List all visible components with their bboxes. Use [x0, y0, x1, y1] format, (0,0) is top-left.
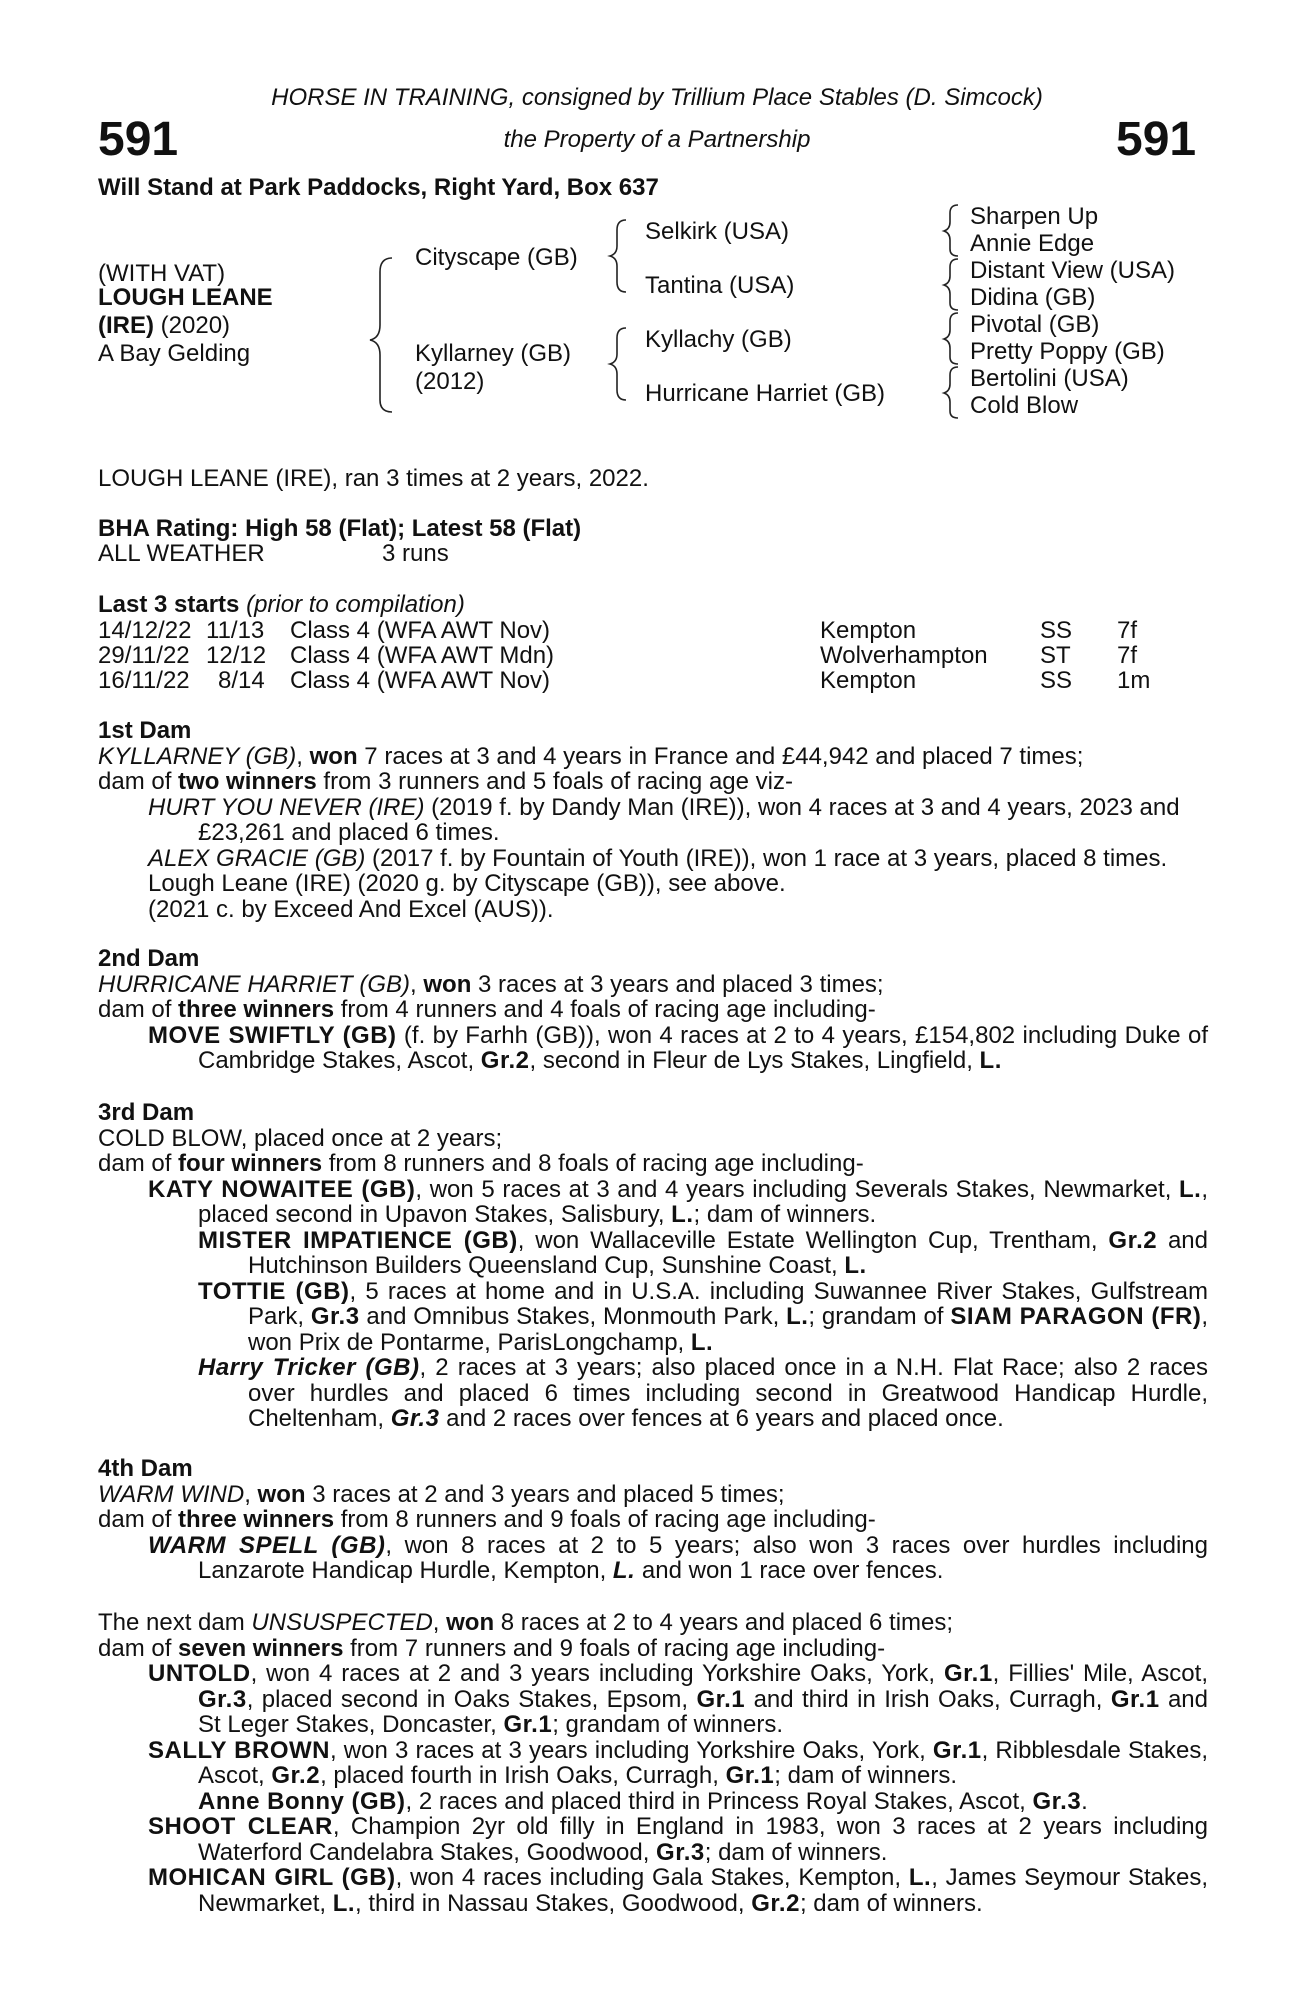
- fourth-dam-line2: dam of three winners from 8 runners and 9 foals of racing age including-: [98, 1506, 876, 1533]
- horse-name: LOUGH LEANE: [98, 284, 273, 311]
- last-starts-title: Last 3 starts (prior to compilation): [98, 591, 465, 618]
- second-dam-line2: dam of three winners from 4 runners and 4 foals of racing age including-: [98, 996, 876, 1023]
- fourth-dam-heading: 4th Dam: [98, 1455, 193, 1482]
- offspring-4: (2021 c. by Exceed And Excel (AUS)).: [148, 895, 554, 923]
- untold: UNTOLD, won 4 races at 2 and 3 years including Yorkshire Oaks, York, Gr.1, Fillies' Mile, Ascot, Gr.3, placed second in Oaks Stakes, Epsom, Gr.1 and third in Irish Oaks, Curragh, Gr.1 and St Leger Stakes, Doncaster, Gr.1; grandam of winners.: [148, 1660, 1208, 1738]
- rating-surface: ALL WEATHER: [98, 540, 265, 567]
- sire: Cityscape (GB): [415, 244, 578, 271]
- move-swiftly: MOVE SWIFTLY (GB) (f. by Farhh (GB)), won 4 races at 2 to 4 years, £154,802 including Duke of Cambridge Stakes, Ascot, Gr.2, second in Fleur de Lys Stakes, Lingfield, L.: [148, 1021, 1208, 1074]
- next-dam-section: [98, 1610, 1208, 1916]
- sire-sire: Selkirk (USA): [645, 218, 790, 245]
- first-dam-heading: 1st Dam: [98, 717, 192, 744]
- second-dam-line1: HURRICANE HARRIET (GB), won 3 races at 3 years and placed 3 times;: [98, 970, 884, 998]
- sally-brown: SALLY BROWN, won 3 races at 3 years including Yorkshire Oaks, York, Gr.1, Ribblesdale Stakes, Ascot, Gr.2, placed fourth in Irish Oaks, Curragh, Gr.1; dam of winners.: [148, 1736, 1209, 1789]
- stand-location: Will Stand at Park Paddocks, Right Yard, Box 637: [98, 174, 659, 201]
- harry-tricker: Harry Tricker (GB), 2 races at 3 years; also placed once in a N.H. Flat Race; also 2 races over hurdles and placed 6 times including second in Greatwood Handicap Hurdle, Cheltenham, Gr.3 and 2 races over fences at 6 years and placed once.: [198, 1354, 1208, 1432]
- mohican-girl: MOHICAN GIRL (GB), won 4 races including Gala Stakes, Kempton, L., James Seymour Stakes, Newmarket, L., third in Nassau Stakes, Goodwood, Gr.2; dam of winners.: [148, 1864, 1209, 1917]
- third-dam-section: [98, 1100, 1208, 1432]
- lot-number-left: 591: [98, 113, 179, 166]
- horse-country-year: (IRE) (2020): [98, 312, 231, 339]
- dsd: Pretty Poppy (GB): [970, 338, 1165, 365]
- tottie: TOTTIE (GB), 5 races at home and in U.S.A. including Suwannee River Stakes, Gulfstream Park, Gr.3 and Omnibus Stakes, Monmouth Park, L.; grandam of SIAM PARAGON (FR), won Prix de Pontarme, ParisLongchamp, L.: [198, 1277, 1209, 1356]
- warm-spell: WARM SPELL (GB), won 8 races at 2 to 5 years; also won 3 races over hurdles including Lanzarote Handicap Hurdle, Kempton, L. and won 1 race over fences.: [148, 1531, 1208, 1584]
- race-summary: LOUGH LEANE (IRE), ran 3 times at 2 years, 2022.: [98, 465, 649, 492]
- lot-number-right: 591: [1116, 113, 1197, 166]
- first-dam-section: [98, 718, 1208, 922]
- sss: Sharpen Up: [970, 203, 1099, 230]
- fourth-dam-section: [98, 1456, 1208, 1584]
- vat-note: (WITH VAT): [98, 260, 226, 287]
- katy-nowaitee: KATY NOWAITEE (GB), won 5 races at 3 and 4 years including Severals Stakes, Newmarket, L., placed second in Upavon Stakes, Salisbury, L.; dam of winners.: [148, 1175, 1209, 1228]
- ddd: Cold Blow: [970, 392, 1079, 419]
- next-dam-line1: The next dam UNSUSPECTED, won 8 races at 2 to 4 years and placed 6 times;: [98, 1609, 954, 1636]
- offspring-2: ALEX GRACIE (GB) (2017 f. by Fountain of Youth (IRE)), won 1 race at 3 years, placed 8 times.: [148, 844, 1168, 872]
- next-dam-line2: dam of seven winners from 7 runners and 9 foals of racing age including-: [98, 1634, 886, 1662]
- dam-sire: Kyllachy (GB): [645, 326, 792, 353]
- sdd: Didina (GB): [970, 284, 1096, 311]
- second-dam-section: [98, 946, 1208, 1074]
- dss: Pivotal (GB): [970, 311, 1100, 338]
- offspring-1: HURT YOU NEVER (IRE) (2019 f. by Dandy Man (IRE)), won 4 races at 3 and 4 years, 2023 and £23,261 and placed 6 times.: [148, 793, 1180, 846]
- third-dam-heading: 3rd Dam: [98, 1099, 195, 1126]
- offspring-3: Lough Leane (IRE) (2020 g. by Cityscape (GB)), see above.: [148, 870, 786, 897]
- sire-dam: Tantina (USA): [645, 272, 795, 299]
- property-line: the Property of a Partnership: [503, 126, 811, 153]
- third-dam-line1: COLD BLOW, placed once at 2 years;: [98, 1124, 503, 1152]
- consignment-line: HORSE IN TRAINING, consigned by Trillium Place Stables (D. Simcock): [271, 84, 1043, 111]
- dam: Kyllarney (GB): [415, 340, 572, 367]
- mister-impatience: MISTER IMPATIENCE (GB), won Wallaceville Estate Wellington Cup, Trentham, Gr.2 and Hutchinson Builders Queensland Cup, Sunshine Coast, L.: [198, 1226, 1208, 1279]
- dds: Bertolini (USA): [970, 365, 1129, 392]
- dam-dam: Hurricane Harriet (GB): [645, 380, 886, 407]
- first-dam-line1: KYLLARNEY (GB), won 7 races at 3 and 4 years in France and £44,942 and placed 7 times;: [98, 742, 1084, 770]
- anne-bonny: Anne Bonny (GB), 2 races and placed third in Princess Royal Stakes, Ascot, Gr.3.: [198, 1787, 1088, 1815]
- horse-description: A Bay Gelding: [98, 340, 251, 367]
- fourth-dam-line1: WARM WIND, won 3 races at 2 and 3 years and placed 5 times;: [98, 1480, 785, 1508]
- rating-runs: 3 runs: [382, 540, 449, 567]
- bha-rating: BHA Rating: High 58 (Flat); Latest 58 (Flat): [98, 515, 582, 542]
- first-dam-line2: dam of two winners from 3 runners and 5 foals of racing age viz-: [98, 768, 793, 795]
- ssd: Annie Edge: [970, 230, 1095, 257]
- third-dam-line2: dam of four winners from 8 runners and 8 foals of racing age including-: [98, 1150, 864, 1177]
- shoot-clear: SHOOT CLEAR, Champion 2yr old filly in England in 1983, won 3 races at 2 years including Waterford Candelabra Stakes, Goodwood, Gr.3; dam of winners.: [148, 1813, 1208, 1866]
- sds: Distant View (USA): [970, 257, 1175, 284]
- second-dam-heading: 2nd Dam: [98, 945, 200, 972]
- dam-year: (2012): [415, 368, 485, 395]
